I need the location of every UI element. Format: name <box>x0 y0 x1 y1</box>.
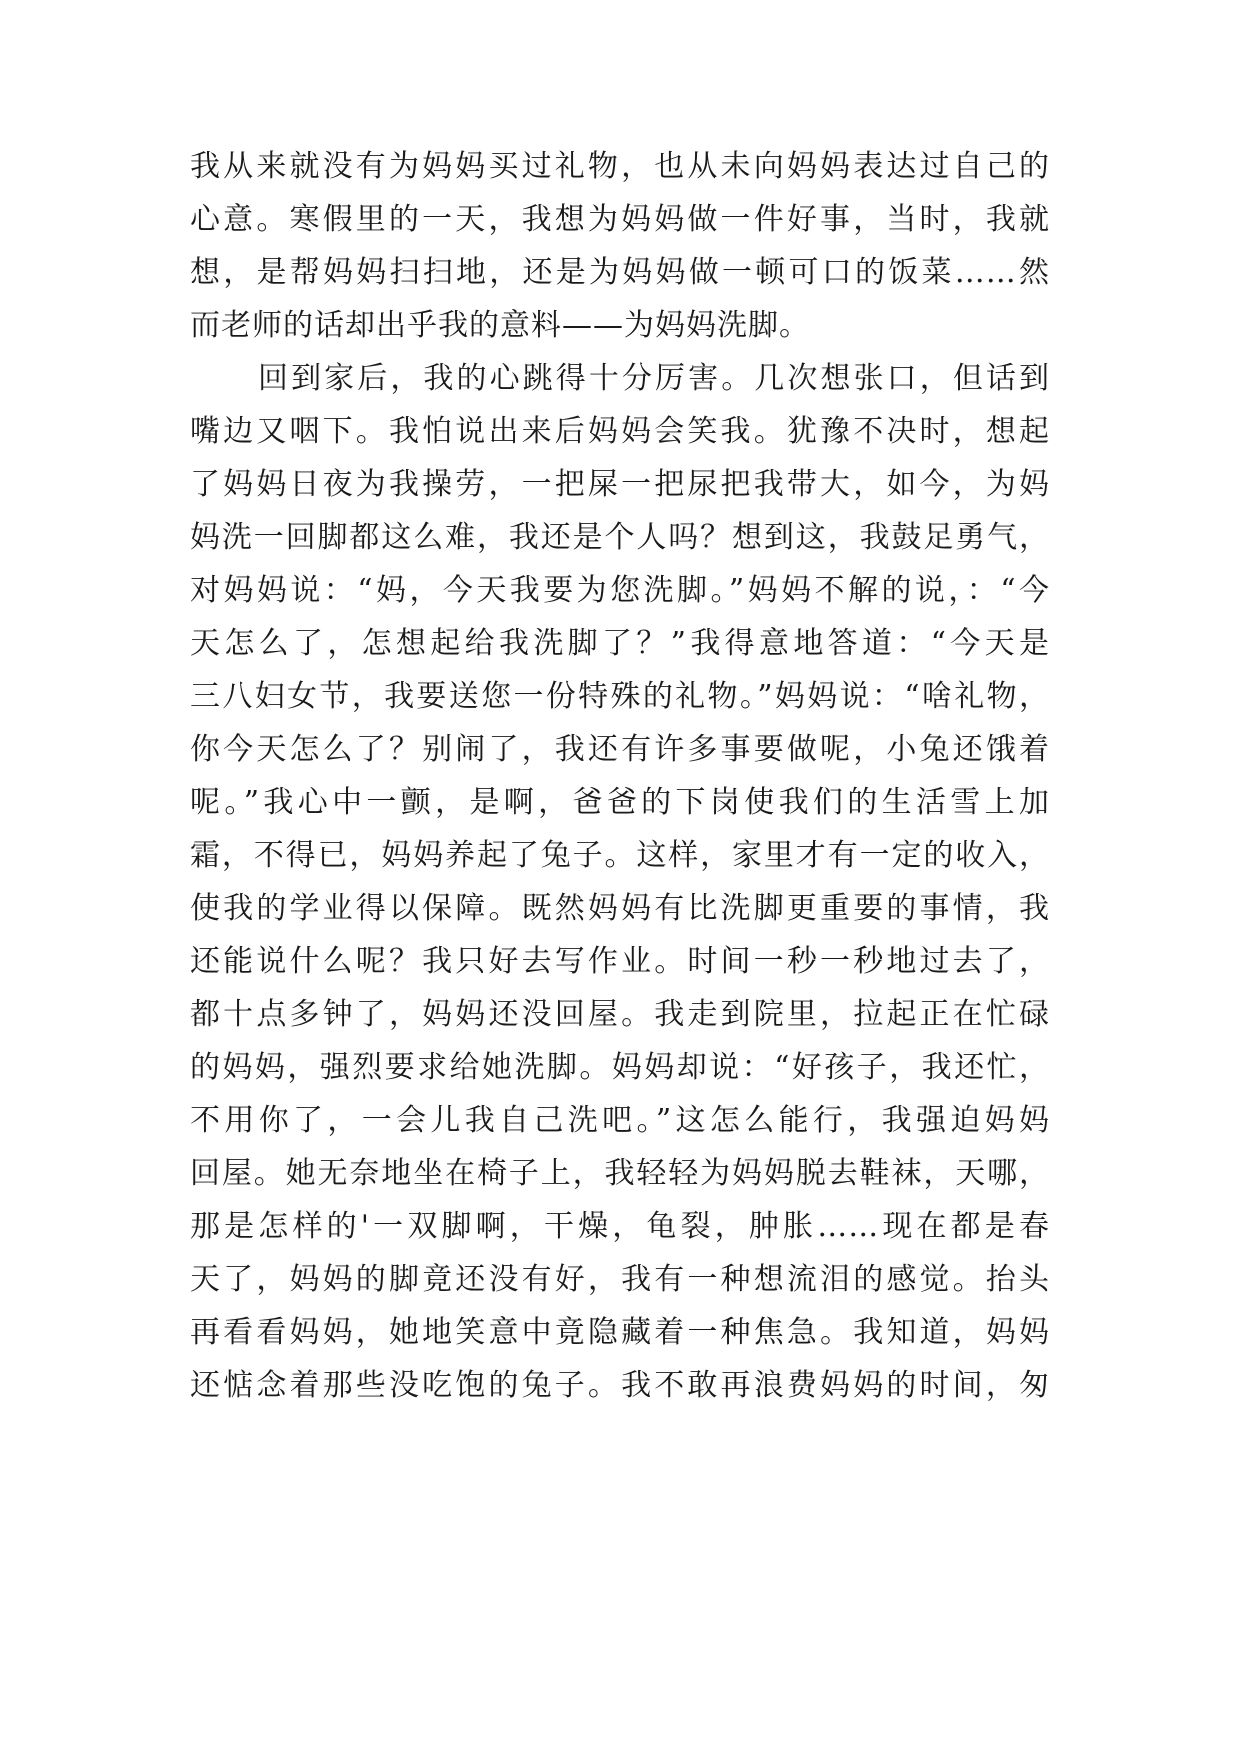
text-line: 三八妇女节，我要送您一份特殊的礼物。”妈妈说：“啥礼物， <box>190 679 1050 714</box>
text-line: 都十点多钟了，妈妈还没回屋。我走到院里，拉起正在忙碌 <box>190 997 1050 1032</box>
text-line: 对妈妈说：“妈，今天我要为您洗脚。”妈妈不解的说，：“今 <box>190 573 1050 608</box>
text-line: 的妈妈，强烈要求给她洗脚。妈妈却说：“好孩子，我还忙， <box>190 1050 1050 1085</box>
text-line: 使我的学业得以保障。既然妈妈有比洗脚更重要的事情，我 <box>190 891 1050 926</box>
text-line: 嘴边又咽下。我怕说出来后妈妈会笑我。犹豫不决时，想起 <box>190 414 1050 449</box>
text-line: 霜，不得已，妈妈养起了兔子。这样，家里才有一定的收入， <box>190 838 1050 873</box>
text-line: 心意。寒假里的一天，我想为妈妈做一件好事，当时，我就 <box>190 202 1050 237</box>
text-line: 不用你了，一会儿我自己洗吧。”这怎么能行，我强迫妈妈 <box>190 1103 1050 1138</box>
text-line: 还惦念着那些没吃饱的兔子。我不敢再浪费妈妈的时间，匆 <box>190 1368 1050 1403</box>
text-line: 天怎么了，怎想起给我洗脚了？”我得意地答道：“今天是 <box>190 626 1050 661</box>
text-line: 想，是帮妈妈扫扫地，还是为妈妈做一顿可口的饭菜……然 <box>190 255 1050 290</box>
text-line: 你今天怎么了？别闹了，我还有许多事要做呢，小兔还饿着 <box>190 732 1050 767</box>
text-line: 回屋。她无奈地坐在椅子上，我轻轻为妈妈脱去鞋袜，天哪， <box>190 1156 1050 1191</box>
text-line: 我从来就没有为妈妈买过礼物，也从未向妈妈表达过自己的 <box>190 149 1050 184</box>
paragraph-first-line: 回到家后，我的心跳得十分厉害。几次想张口，但话到 <box>258 361 1050 396</box>
text-line: 天了，妈妈的脚竟还没有好，我有一种想流泪的感觉。抬头 <box>190 1262 1050 1297</box>
text-line: 而老师的话却出乎我的意料——为妈妈洗脚。 <box>190 308 810 343</box>
text-line: 呢。”我心中一颤，是啊，爸爸的下岗使我们的生活雪上加 <box>190 785 1050 820</box>
text-line: 妈洗一回脚都这么难，我还是个人吗？想到这，我鼓足勇气， <box>190 520 1050 555</box>
text-line: 了妈妈日夜为我操劳，一把屎一把尿把我带大，如今，为妈 <box>190 467 1050 502</box>
text-line: 那是怎样的'一双脚啊，干燥，龟裂，肿胀……现在都是春 <box>190 1209 1050 1244</box>
text-line: 还能说什么呢？我只好去写作业。时间一秒一秒地过去了， <box>190 944 1050 979</box>
text-line: 再看看妈妈，她地笑意中竟隐藏着一种焦急。我知道，妈妈 <box>190 1315 1050 1350</box>
